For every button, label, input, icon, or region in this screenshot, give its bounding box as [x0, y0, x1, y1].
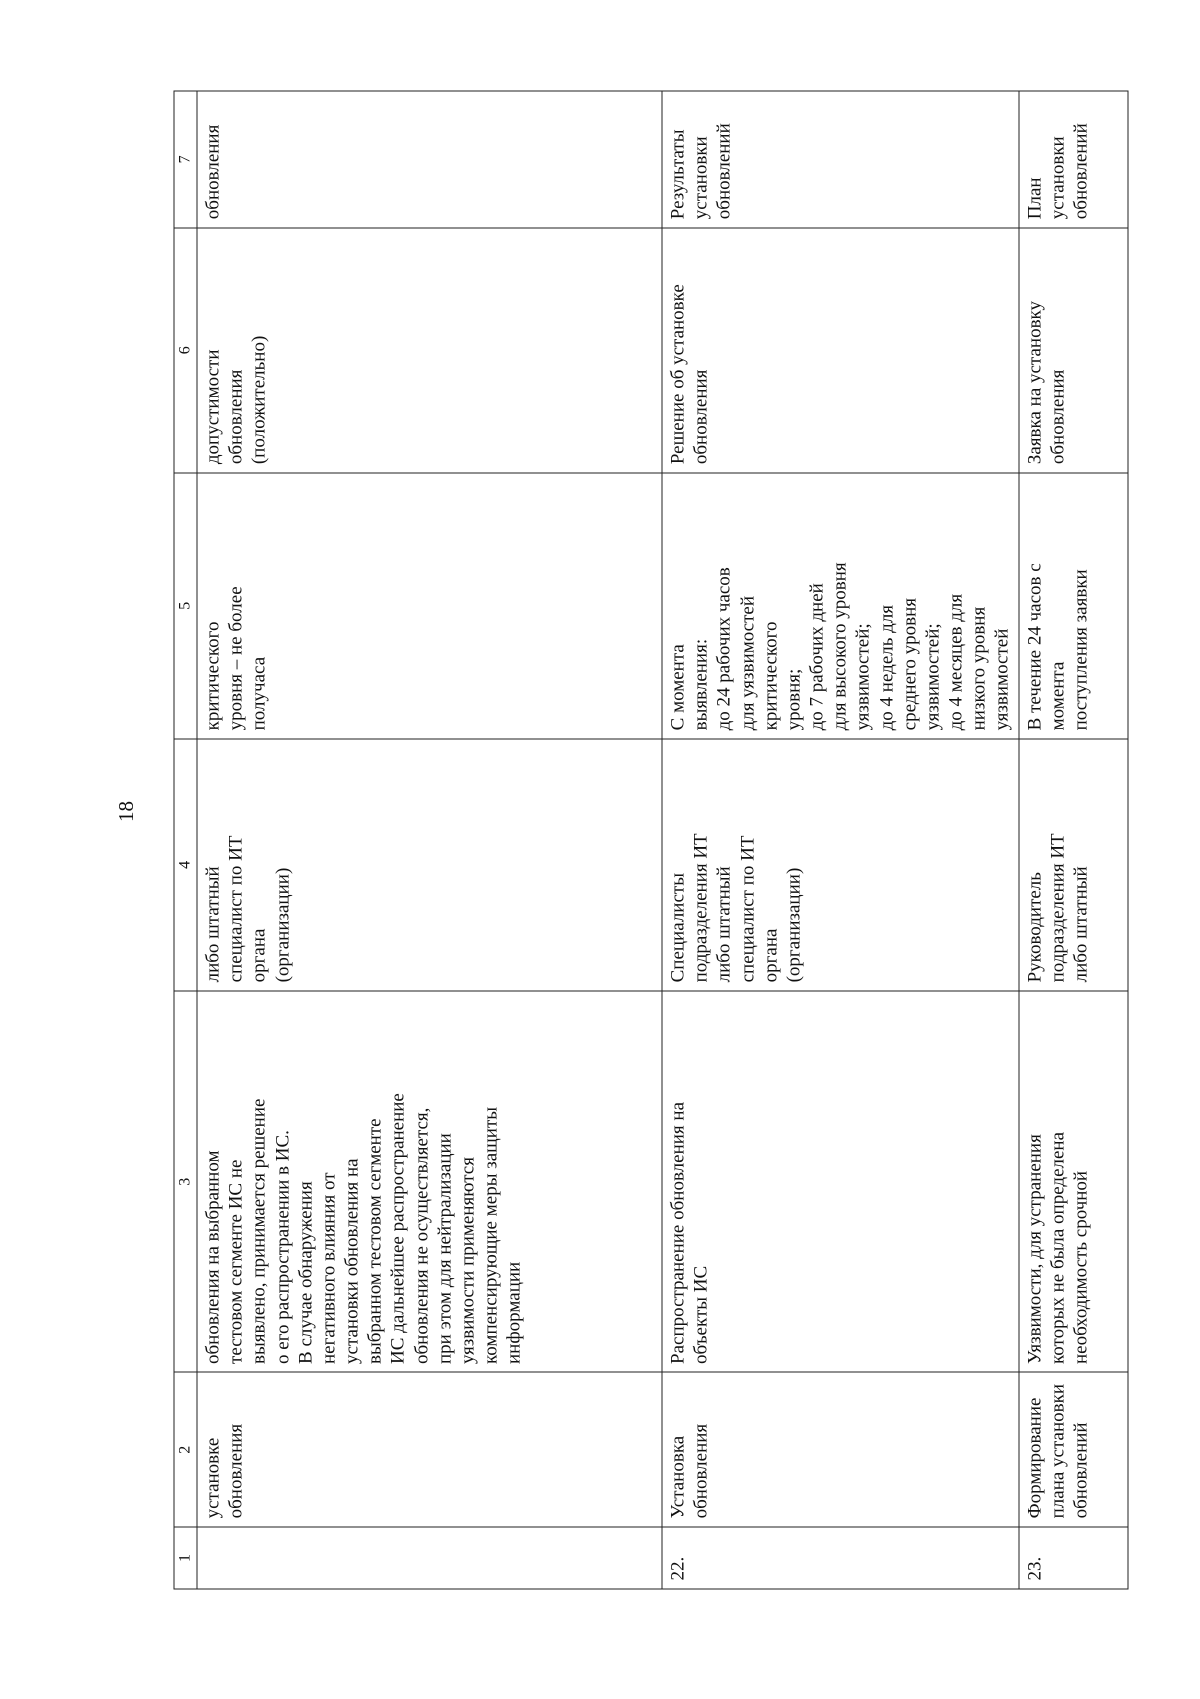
stage-output: обновления — [197, 91, 662, 228]
stage-executor: Специалисты подразделения ИТ либо штатный специалист по ИТ органа (организации) — [662, 739, 1019, 991]
table-row — [1018, 91, 1127, 1589]
stage-deadline: С момента выявления: до 24 рабочих часов для уязвимостей критического уровня; до 7 рабочих дней для высокого уровня уязвимостей; до 4 недель для среднего уровня уязвимостей; до 4 месяцев для низкого уровня уязвимостей — [662, 473, 1019, 739]
stage-executor: либо штатный специалист по ИТ органа (организации) — [197, 739, 662, 991]
header-col-7: 7 — [174, 91, 197, 228]
stage-deadline: В течение 24 часов с момента поступления заявки — [1018, 473, 1127, 739]
stage-description: Распространение обновления на объекты ИС — [662, 991, 1019, 1373]
rotated-table-container — [173, 91, 1091, 1590]
header-col-6: 6 — [174, 228, 197, 473]
stage-description: обновления на выбранном тестовом сегменте ИС не выявлено, принимается решение о его распространении в ИС. В случае обнаружения негативного влияния от установки обновления на выбранном тестовом сегменте ИС дальнейшее распространение обновления не осуществляется, при этом для нейтрализации уязвимости применяются компенсирующие меры защиты информации — [197, 991, 662, 1373]
header-col-3: 3 — [174, 991, 197, 1373]
page-number: 18 — [113, 800, 138, 822]
row-number: 23. — [1018, 1527, 1127, 1589]
header-col-2: 2 — [174, 1372, 197, 1526]
header-col-4: 4 — [174, 739, 197, 991]
stage-name: установке обновления — [197, 1372, 662, 1526]
stage-deadline: критического уровня – не более получаса — [197, 473, 662, 739]
stage-input: Заявка на установку обновления — [1018, 228, 1127, 473]
stage-output: Результаты установки обновлений — [662, 91, 1019, 228]
table-row — [197, 91, 662, 1589]
header-col-5: 5 — [174, 473, 197, 739]
row-number: 22. — [662, 1527, 1019, 1589]
stage-input: Решение об установке обновления — [662, 228, 1019, 473]
header-col-1: 1 — [174, 1527, 197, 1589]
stage-output: План установки обновлений — [1018, 91, 1127, 228]
stage-name: Формирование плана установки обновлений — [1018, 1372, 1127, 1526]
stage-input: допустимости обновления (положительно) — [197, 228, 662, 473]
table-row — [662, 91, 1019, 1589]
stage-name: Установка обновления — [662, 1372, 1019, 1526]
process-table — [173, 91, 1128, 1590]
row-number — [197, 1527, 662, 1589]
stage-executor: Руководитель подразделения ИТ либо штатный — [1018, 739, 1127, 991]
header-row — [174, 91, 197, 1589]
stage-description: Уязвимости, для устранения которых не была определена необходимость срочной — [1018, 991, 1127, 1373]
